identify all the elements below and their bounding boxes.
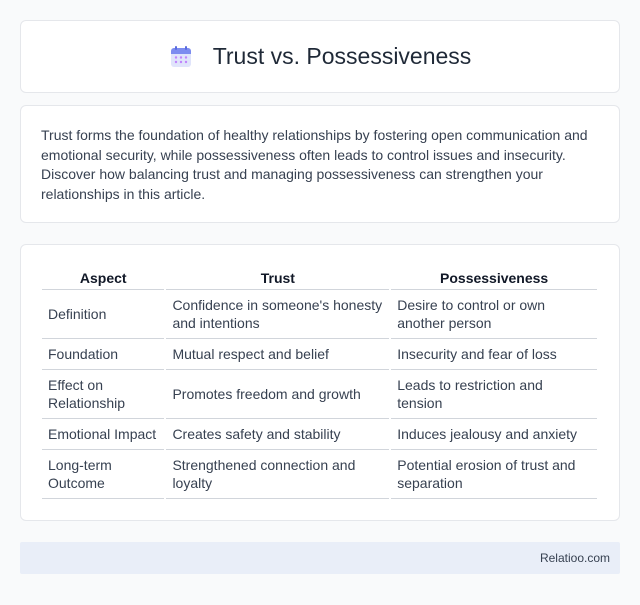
- footer-brand[interactable]: Relatioo.com: [539, 551, 610, 565]
- footer: [20, 542, 620, 574]
- page-title: Trust vs. Possessiveness: [212, 43, 472, 69]
- cell-possessiveness: Insecurity and fear of loss: [391, 339, 597, 370]
- header-trust: Trust: [166, 265, 389, 290]
- cell-possessiveness: Leads to restriction and tension: [391, 370, 597, 419]
- title-card: [20, 20, 620, 93]
- cell-trust: Strengthened connection and loyalty: [166, 450, 389, 499]
- cell-possessiveness: Induces jealousy and anxiety: [391, 419, 597, 450]
- cell-possessiveness: Potential erosion of trust and separation: [391, 450, 597, 499]
- header-aspect: Aspect: [42, 265, 164, 290]
- cell-trust: Mutual respect and belief: [166, 339, 389, 370]
- cell-aspect: Emotional Impact: [42, 419, 164, 450]
- comparison-table: [40, 265, 599, 499]
- table-row: [42, 290, 597, 339]
- header-possessiveness: Possessiveness: [391, 265, 597, 290]
- cell-trust: Creates safety and stability: [166, 419, 389, 450]
- table-row: [42, 450, 597, 499]
- cell-aspect: Effect on Relationship: [42, 370, 164, 419]
- table-row: [42, 370, 597, 419]
- table-header-row: [42, 265, 597, 290]
- cell-trust: Promotes freedom and growth: [166, 370, 389, 419]
- calendar-icon: [169, 45, 193, 69]
- table-row: [42, 419, 597, 450]
- table-card: [20, 244, 620, 521]
- cell-aspect: Definition: [42, 290, 164, 339]
- table-row: [42, 339, 597, 370]
- cell-trust: Confidence in someone's honesty and intentions: [166, 290, 389, 339]
- cell-possessiveness: Desire to control or own another person: [391, 290, 597, 339]
- intro-paragraph: Trust forms the foundation of healthy relationships by fostering open communication and emotional security, while possessiveness often leads to control issues and insecurity. Discover how balancing trust and managing possessiveness can strengthen your relationships in this article.: [41, 127, 588, 202]
- intro-card: [20, 105, 620, 223]
- cell-aspect: Long-term Outcome: [42, 450, 164, 499]
- title-wrap: [169, 43, 472, 70]
- cell-aspect: Foundation: [42, 339, 164, 370]
